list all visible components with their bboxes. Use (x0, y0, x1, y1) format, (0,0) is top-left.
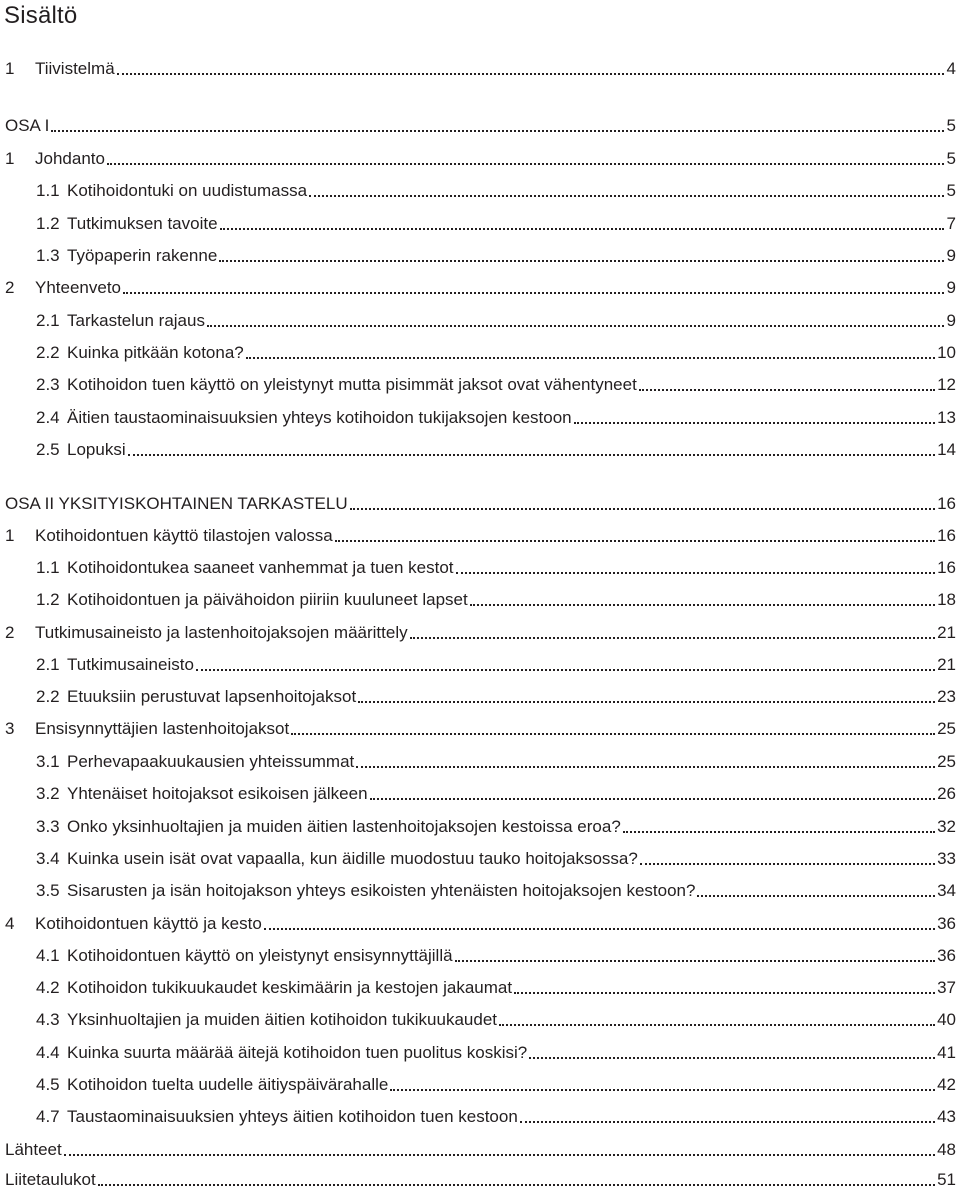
dot-leader (356, 751, 935, 773)
toc-entry-page-number: 37 (937, 978, 956, 997)
toc-entry[interactable] (36, 340, 956, 364)
toc-entry-number: 2.4 (36, 408, 60, 427)
toc-entry[interactable] (36, 178, 956, 202)
toc-entry-page-number: 26 (937, 784, 956, 803)
toc-entry-title: Kuinka suurta määrää äitejä kotihoidon tuen puolitus koskisi? (67, 1043, 528, 1062)
toc-entry-number: 1.1 (36, 181, 60, 200)
toc-entry-title: Kotihoidontuen käyttö on yleistynyt ensisynnyttäjillä (67, 946, 453, 965)
toc-entry-page-number: 43 (937, 1107, 956, 1126)
toc-entry-page-number: 9 (946, 311, 956, 330)
toc-entry-number: 2.2 (36, 343, 60, 362)
dot-leader (51, 115, 944, 137)
toc-entry[interactable] (5, 523, 956, 547)
dot-leader (390, 1074, 935, 1096)
dot-leader (207, 310, 944, 332)
toc-entry[interactable] (5, 491, 956, 515)
toc-entry[interactable] (36, 587, 956, 611)
toc-entry[interactable] (36, 878, 956, 902)
toc-entry-number: 1.1 (36, 558, 60, 577)
toc-entry-number: 3.1 (36, 752, 60, 771)
toc-entry-title: Ensisynnyttäjien lastenhoitojaksot (35, 719, 290, 738)
toc-entry-number: 2 (5, 278, 15, 297)
toc-entry-number: 3.5 (36, 881, 60, 900)
toc-entry-number: 1.3 (36, 246, 60, 265)
toc-entry[interactable] (36, 781, 956, 805)
toc-entry[interactable] (36, 814, 956, 838)
toc-entry-page-number: 5 (946, 149, 956, 168)
toc-entry-page-number: 7 (946, 214, 956, 233)
toc-entry-page-number: 48 (937, 1140, 956, 1159)
toc-entry-title: Yksinhuoltajien ja muiden äitien kotihoidon tukikuukaudet (67, 1010, 498, 1029)
toc-entry-number: 4.5 (36, 1075, 60, 1094)
toc-entry-title: OSA I (5, 116, 50, 135)
toc-entry-page-number: 21 (937, 655, 956, 674)
toc-entry-page-number: 18 (937, 590, 956, 609)
dot-leader (219, 245, 944, 267)
toc-entry-page-number: 25 (937, 752, 956, 771)
dot-leader (697, 880, 935, 902)
toc-entry-page-number: 16 (937, 558, 956, 577)
dot-leader (107, 148, 944, 170)
dot-leader (264, 913, 935, 935)
toc-entry[interactable] (36, 555, 956, 579)
toc-entry[interactable] (36, 211, 956, 235)
toc-entry-number: 3.2 (36, 784, 60, 803)
toc-entry[interactable] (36, 372, 956, 396)
toc-entry-page-number: 36 (937, 946, 956, 965)
toc-title: Sisältö (4, 2, 78, 29)
toc-entry-page-number: 5 (946, 116, 956, 135)
toc-entry-title: Tiivistelmä (35, 59, 115, 78)
toc-entry[interactable] (5, 1137, 956, 1161)
dot-leader (529, 1042, 935, 1064)
dot-leader (514, 977, 935, 999)
dot-leader (499, 1009, 935, 1031)
toc-entry-page-number: 14 (937, 440, 956, 459)
toc-entry-title: Kuinka usein isät ovat vapaalla, kun äidille muodostuu tauko hoitojaksossa? (67, 849, 638, 868)
toc-entry-number: 2.2 (36, 687, 60, 706)
toc-entry-number: 1 (5, 149, 15, 168)
dot-leader (358, 686, 935, 708)
dot-leader (574, 407, 935, 429)
toc-entry-number: 4.7 (36, 1107, 60, 1126)
toc-entry-title: Johdanto (35, 149, 105, 168)
toc-entry-number: 1 (5, 526, 15, 545)
toc-entry-number: 4.4 (36, 1043, 60, 1062)
toc-entry-title: Tarkastelun rajaus (67, 311, 205, 330)
toc-entry-number: 3 (5, 719, 15, 738)
toc-entry-number: 1.2 (36, 590, 60, 609)
toc-entry-number: 2.1 (36, 655, 60, 674)
toc-entry-title: Kotihoidon tukikuukaudet keskimäärin ja kestojen jakaumat (67, 978, 513, 997)
toc-entry[interactable] (5, 911, 956, 935)
toc-entry-page-number: 5 (946, 181, 956, 200)
dot-leader (220, 213, 944, 235)
toc-entry-page-number: 36 (937, 914, 956, 933)
dot-leader (335, 525, 935, 547)
toc-entry-page-number: 25 (937, 719, 956, 738)
dot-leader (455, 945, 936, 967)
toc-entry-title: Lopuksi (67, 440, 126, 459)
toc-entry[interactable] (36, 943, 956, 967)
toc-entry-page-number: 16 (937, 526, 956, 545)
dot-leader (470, 589, 935, 611)
toc-entry[interactable] (5, 113, 956, 137)
toc-entry[interactable] (36, 975, 956, 999)
toc-entry-title: Tutkimusaineisto (67, 655, 194, 674)
toc-entry-page-number: 33 (937, 849, 956, 868)
toc-entry[interactable] (36, 652, 956, 676)
toc-entry[interactable] (36, 1040, 956, 1064)
dot-leader (640, 848, 935, 870)
dot-leader (410, 622, 935, 644)
toc-entry-page-number: 40 (937, 1010, 956, 1029)
dot-leader (117, 58, 944, 80)
dot-leader (246, 342, 935, 364)
toc-entry[interactable] (36, 846, 956, 870)
dot-leader (291, 718, 935, 740)
toc-entry-page-number: 9 (946, 278, 956, 297)
toc-entry[interactable] (36, 437, 956, 461)
dot-leader (309, 180, 944, 202)
toc-entry-title: Taustaominaisuuksien yhteys äitien kotihoidon tuen kestoon (67, 1107, 518, 1126)
toc-entry-title: Etuuksiin perustuvat lapsenhoitojaksot (67, 687, 357, 706)
toc-entry-page-number: 9 (946, 246, 956, 265)
toc-entry-title: Kotihoidontuen käyttö ja kesto (35, 914, 262, 933)
toc-entry-title: Liitetaulukot (5, 1170, 96, 1189)
toc-entry[interactable] (36, 1007, 956, 1031)
toc-entry-page-number: 13 (937, 408, 956, 427)
toc-entry[interactable] (36, 405, 956, 429)
toc-entry-title: OSA II YKSITYISKOHTAINEN TARKASTELU (5, 494, 348, 513)
toc-entry[interactable] (5, 146, 956, 170)
toc-entry-title: Tutkimuksen tavoite (67, 214, 218, 233)
toc-entry-title: Kotihoidontuki on uudistumassa (67, 181, 308, 200)
dot-leader (370, 783, 936, 805)
toc-entry[interactable] (36, 1072, 956, 1096)
dot-leader (128, 439, 935, 461)
toc-entry[interactable] (36, 1104, 956, 1128)
toc-entry-number: 3.3 (36, 817, 60, 836)
toc-entry-number: 4 (5, 914, 15, 933)
toc-entry-title: Onko yksinhuoltajien ja muiden äitien lastenhoitojaksojen kestoissa eroa? (67, 817, 621, 836)
toc-entry[interactable] (36, 308, 956, 332)
toc-entry-title: Yhteenveto (35, 278, 122, 297)
toc-entry-title: Sisarusten ja isän hoitojakson yhteys esikoisten yhtenäisten hoitojaksojen kestoon? (67, 881, 696, 900)
dot-leader (520, 1106, 935, 1128)
toc-entry-page-number: 34 (937, 881, 956, 900)
toc-entry-title: Yhtenäiset hoitojaksot esikoisen jälkeen (67, 784, 368, 803)
toc-entry-number: 2.3 (36, 375, 60, 394)
dot-leader (639, 374, 935, 396)
toc-entry-page-number: 21 (937, 623, 956, 642)
toc-entry-number: 4.3 (36, 1010, 60, 1029)
toc-entry-title: Lähteet (5, 1140, 62, 1159)
dot-leader (64, 1139, 935, 1161)
toc-entry-page-number: 42 (937, 1075, 956, 1094)
toc-entry-title: Kotihoidontukea saaneet vanhemmat ja tuen kestot (67, 558, 454, 577)
toc-entry-title: Kotihoidon tuelta uudelle äitiyspäivärahalle (67, 1075, 389, 1094)
toc-entry-title: Äitien taustaominaisuuksien yhteys kotihoidon tukijaksojen kestoon (67, 408, 572, 427)
toc-entry-number: 1.2 (36, 214, 60, 233)
toc-entry-number: 2.5 (36, 440, 60, 459)
dot-leader (350, 493, 935, 515)
toc-entry[interactable] (5, 620, 956, 644)
toc-entry-title: Kotihoidon tuen käyttö on yleistynyt mutta pisimmät jaksot ovat vähentyneet (67, 375, 637, 394)
toc-entry-page-number: 41 (937, 1043, 956, 1062)
toc-entry[interactable] (36, 684, 956, 708)
toc-entry[interactable] (5, 1167, 956, 1191)
toc-entry-number: 4.2 (36, 978, 60, 997)
dot-leader (456, 557, 936, 579)
toc-entry-page-number: 51 (937, 1170, 956, 1189)
toc-entry-page-number: 16 (937, 494, 956, 513)
toc-entry-title: Tutkimusaineisto ja lastenhoitojaksojen määrittely (35, 623, 408, 642)
toc-entry-number: 2 (5, 623, 15, 642)
dot-leader (98, 1169, 935, 1191)
dot-leader (123, 277, 944, 299)
dot-leader (196, 654, 935, 676)
toc-entry-page-number: 12 (937, 375, 956, 394)
toc-entry-page-number: 10 (937, 343, 956, 362)
toc-entry-number: 4.1 (36, 946, 60, 965)
toc-entry[interactable] (36, 749, 956, 773)
toc-entry-title: Työpaperin rakenne (67, 246, 218, 265)
toc-entry-title: Perhevapaakuukausien yhteissummat (67, 752, 355, 771)
toc-entry-page-number: 32 (937, 817, 956, 836)
toc-entry-number: 2.1 (36, 311, 60, 330)
toc-entry-title: Kotihoidontuen ja päivähoidon piiriin kuuluneet lapset (67, 590, 468, 609)
toc-entry-page-number: 23 (937, 687, 956, 706)
toc-entry[interactable] (5, 275, 956, 299)
toc-entry[interactable] (5, 56, 956, 80)
toc-entry-number: 1 (5, 59, 15, 78)
toc-entry-title: Kotihoidontuen käyttö tilastojen valossa (35, 526, 333, 545)
toc-entry-title: Kuinka pitkään kotona? (67, 343, 244, 362)
dot-leader (623, 816, 935, 838)
toc-entry-page-number: 4 (946, 59, 956, 78)
toc-entry[interactable] (36, 243, 956, 267)
toc-entry-number: 3.4 (36, 849, 60, 868)
toc-entry[interactable] (5, 716, 956, 740)
